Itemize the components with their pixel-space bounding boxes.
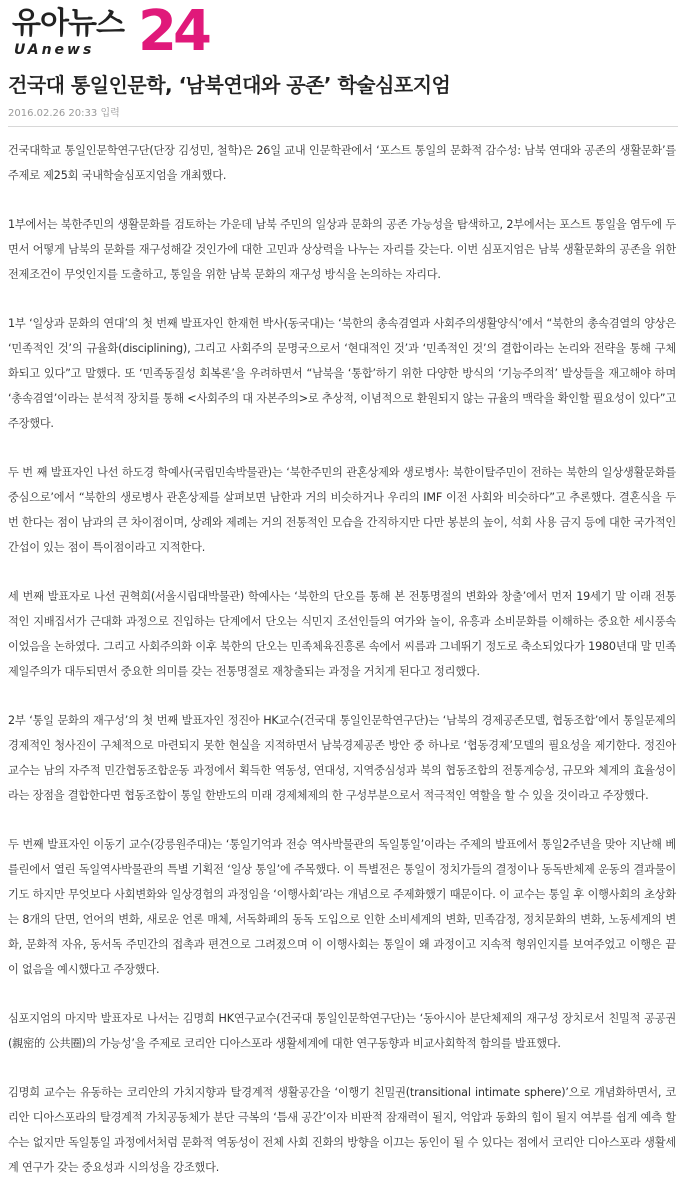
article-meta bbox=[8, 107, 120, 121]
article-paragraph: 건국대학교 통일인문학연구단(단장 김성민, 철학)은 26일 교내 인문학관에서 ‘포스트 통일의 문화적 감수성: 남북 연대와 공존의 생활문화’를 주제로 제25회 국내학술심포지엄을 개최했다. bbox=[8, 144, 676, 182]
article-title: 건국대 통일인문학, ‘남북연대와 공존’ 학술심포지엄 bbox=[8, 73, 451, 97]
article-paragraph: 두 번 째 발표자인 나선 하도경 학예사(국립민속박물관)는 ‘북한주민의 관혼상제와 생로병사: 북한이탈주민이 전하는 북한의 일상생활문화를 중심으로’에서 “북한의 생로병사 관혼상제를 살펴보면 남한과 거의 비슷하거나 우리의 IMF 이전 사회와 비슷하다”고 추론했다. 결혼식을 두 번 한다는 점이 남과의 큰 차이점이며, 상례와 제례는 거의 전통적인 모습을 간직하지만 다만 봉분의 높이, 석회 사용 금지 등에 대한 국가적인 간섭이 있는 점이 특이점이라고 지적한다. bbox=[8, 466, 676, 554]
site-logo[interactable] bbox=[10, 0, 210, 64]
logo-korean-text: 유아뉴스 bbox=[12, 6, 124, 41]
article-paragraph: 1부에서는 북한주민의 생활문화를 검토하는 가운데 남북 주민의 일상과 문화의 공존 가능성을 탐색하고, 2부에서는 포스트 통일을 염두에 두면서 어떻게 남북의 문화를 재구성해갈 것인가에 대한 고민과 상상력을 나누는 자리를 갖는다. 이번 심포지엄은 남북 생활문화의 공존을 위한 전제조건이 무엇인지를 도출하고, 통일을 위한 남북 문화의 재구성 방식을 논의하는 자리다. bbox=[8, 218, 676, 281]
article-body bbox=[8, 138, 676, 1204]
article-paragraph: 2부 ‘통일 문화의 재구성’의 첫 번째 발표자인 정진아 HK교수(건국대 통일인문학연구단)는 ‘남북의 경제공존모델, 협동조합’에서 통일문제의 경제적인 청사진이 구체적으로 마련되지 못한 현실을 지적하면서 남북경제공존 방안 중 하나로 ‘협동경제’모델의 필요성을 제기한다. 정진아 교수는 남의 자주적 민간협동조합운동 과정에서 획득한 역동성, 연대성, 지역중심성과 북의 협동조합의 전통계승성, 규모와 체계의 효율성이라는 장점을 결합한다면 협동조합이 통일 한반도의 미래 경제체제의 한 구성부분으로서 적극적인 역할을 할 수 있을 것이라고 주장했다. bbox=[8, 714, 676, 802]
article-date-suffix: 입력 bbox=[100, 108, 120, 119]
article-paragraph: 두 번째 발표자인 이동기 교수(강릉원주대)는 ‘통일기억과 전승 역사박물관의 독일통일’이라는 주제의 발표에서 통일2주년을 맞아 지난해 베를린에서 열린 독일역사박물관의 특별 기획전 ‘일상 통일’에 주목했다. 이 특별전은 통일이 정치가들의 결정이나 동독반체제 운동의 결과물이기도 하지만 무엇보다 사회변화와 일상경험의 과정임을 ‘이행사회’라는 개념으로 주제화했기 때문이다. 이 교수는 통일 후 이행사회의 초상화는 8개의 단면, 언어의 변화, 새로운 언론 매체, 서독화폐의 동독 도입으로 인한 소비세계의 변화, 민족감정, 정치문화의 변화, 노동세계의 변화, 문화적 자유, 동서독 주민간의 접촉과 편견으로 그려졌으며 이 이행사회는 통일이 왜 과정이고 지속적 형위인지를 보여주었고 이행은 끝이 없음을 예시했다고 주장했다. bbox=[8, 838, 676, 976]
title-divider bbox=[8, 126, 678, 127]
article-date: 2016.02.26 20:33 bbox=[8, 108, 98, 119]
article-paragraph: 김명희 교수는 유동하는 코리안의 가치지향과 탈경계적 생활공간을 ‘이행기 친밀권(transitional intimate sphere)’으로 개념화하면서, 코리안 디아스포라의 탈경계적 가치공동체가 분단 극복의 ‘틈새 공간’이자 비판적 잠재력이 될지, 억압과 동화의 힘이 될지 여부를 쉽게 예측 할 수는 없지만 독일통일 과정에서처럼 문화적 역동성이 전체 사회 진화의 방향을 이끄는 동인이 될 수 있다는 점에서 코리안 디아스포라 생활세계 연구가 갖는 중요성과 시의성을 강조했다. bbox=[8, 1086, 676, 1174]
logo-number: 24 bbox=[138, 0, 208, 64]
article-paragraph: 세 번째 발표자로 나선 권혁희(서울시립대박물관) 학예사는 ‘북한의 단오를 통해 본 전통명절의 변화와 창출’에서 먼저 19세기 말 이래 전통적인 지배집서가 근대화 과정으로 진입하는 단계에서 단오는 식민지 조선인들의 여가와 놀이, 유흥과 소비문화를 이해하는 중요한 세시풍속이었음을 논하였다. 그리고 사회주의화 이후 북한의 단오는 민족체육진흥론 속에서 씨름과 그네뛰기 정도로 축소되었다가 1980년대 말 민족제일주의가 대두되면서 중요한 의미를 갖는 전통명절로 재창출되는 과정을 거치게 된다고 정리했다. bbox=[8, 590, 676, 678]
article-paragraph: 심포지엄의 마지막 발표자로 나서는 김명희 HK연구교수(건국대 통일인문학연구단)는 ‘동아시아 분단체제의 재구성 장치로서 친밀적 공공권(親密的 公共圈)의 가능성’을 주제로 코리안 디아스포라 생활세계에 대한 연구동향과 비교사회학적 함의를 발표했다. bbox=[8, 1012, 676, 1050]
logo-english-text: UAnews bbox=[14, 42, 95, 58]
article-paragraph: 1부 ‘일상과 문화의 연대’의 첫 번째 발표자인 한재헌 박사(동국대)는 ‘북한의 총속겸열과 사회주의생활양식’에서 “북한의 총속겸열의 양상은 ‘민족적인 것’의 규율화(disciplining), 그리고 사회주의 문명국으로서 ‘현대적인 것’과 ‘민족적인 것’의 결합이라는 논리와 전략을 통해 구체화되고 있다”고 말했다. 또 ‘민족동질성 회복론’을 우려하면서 “남북을 ‘통합’하기 위한 다양한 방식의 ‘기능주의적’ 발상들을 재고해야 하며 ‘총속겸열’이라는 분석적 장치를 통해 <사회주의 대 자본주의>로 추상적, 이념적으로 환원되지 않는 규율의 맥락을 확인할 필요성이 있다”고 주장했다. bbox=[8, 317, 676, 430]
